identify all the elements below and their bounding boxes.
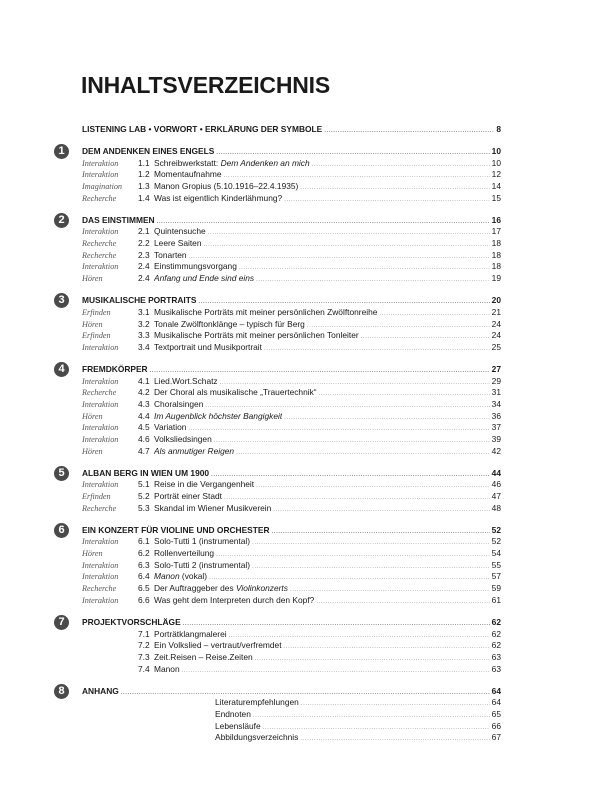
page-number: 21 [491,306,501,317]
toc-entry[interactable] [82,422,501,434]
toc-entry[interactable] [82,548,501,560]
entry-title-part: Was geht dem Interpreten durch den Kopf? [154,594,315,605]
entry-title-part: Lebensläufe [215,720,261,731]
toc-entry[interactable] [82,158,501,170]
page-number: 8 [496,124,501,134]
entry-number: 6.6 [138,594,150,605]
toc-section [58,362,501,458]
page-number: 59 [491,583,501,594]
toc-entry[interactable] [82,250,501,262]
toc-entry[interactable] [82,640,501,652]
entry-title-part: Der Auftraggeber des [154,583,236,594]
page-number: 10 [491,145,501,156]
chapter-number-badge: 5 [54,466,69,481]
page-number: 14 [491,181,501,192]
toc-entry[interactable] [82,307,501,319]
entry-title-part: Reise in die Vergangenheit [154,479,255,490]
entry-title [154,273,254,285]
activity-type-label: Interaktion [82,342,119,352]
entry-title-part: (vokal) [179,571,208,582]
entry-number: 4.6 [138,434,150,444]
toc-entry[interactable] [82,652,501,664]
entry-title [154,536,250,548]
dot-leader [255,654,490,666]
page-number: 62 [491,640,501,651]
dot-leader [301,699,490,711]
entry-number: 4.4 [138,410,150,421]
entry-title [154,583,288,595]
page-number: 20 [491,295,501,306]
entry-number: 4.3 [138,398,150,409]
toc-section [58,615,501,675]
entry-number: 7.2 [138,640,150,651]
toc-entry[interactable] [82,732,501,744]
entry-title-part: Als anmutiger Reigen [154,445,235,456]
entry-title [154,560,250,572]
entry-title-part: Manon [154,663,180,674]
dot-leader [316,597,489,609]
activity-type-label: Interaktion [82,262,119,272]
activity-type-label: Interaktion [82,158,119,168]
entry-title [215,709,251,721]
page-number: 52 [491,536,501,547]
chapter-heading-entry[interactable] [82,364,501,376]
dot-leader [284,413,489,425]
page-number: 62 [491,628,501,639]
activity-type-label: Interaktion [82,537,119,547]
entry-number: 3.3 [138,330,150,341]
page-number: 44 [491,467,501,478]
activity-type-label: Interaktion [82,572,119,582]
entry-title-part: Anfang und Ende sind eins [154,273,255,284]
toc-entry[interactable] [82,411,501,423]
page-number: 65 [491,708,501,719]
entry-title [215,697,299,709]
entry-title [154,571,207,583]
page-number: 48 [491,502,501,513]
page-number: 64 [491,697,501,708]
entry-number: 3.4 [138,341,150,352]
entry-title-part: Tonarten [154,249,187,260]
entry-title-part: Leere Saiten [154,238,202,249]
toc-entry[interactable] [82,387,501,399]
entry-title [154,399,203,411]
chapter-heading-entry[interactable] [82,146,501,158]
entry-number: 6.3 [138,559,150,570]
entry-number: 6.5 [138,583,150,594]
entry-title [154,169,222,181]
page-number: 62 [491,616,501,627]
entry-title [154,652,253,664]
entry-title-part: Manon [154,571,180,582]
dot-leader [300,183,489,195]
chapter-number-badge: 6 [54,523,69,538]
entry-number: 4.1 [138,375,150,386]
dot-leader [188,424,489,436]
entry-title-part: Variation [154,422,187,433]
activity-type-label: Recherche [82,193,117,203]
toc-entry[interactable] [82,595,501,607]
dot-leader [183,619,490,631]
dot-leader [204,240,490,252]
dot-leader [361,332,490,344]
dot-leader [157,217,490,229]
page-number: 17 [491,226,501,237]
chapter-title: FREMDKÖRPER [82,363,148,374]
entry-number: 7.4 [138,663,150,674]
entry-title-part: Zeit.Reisen – Reise.Zeiten [154,651,253,662]
activity-type-label: Interaktion [82,595,119,605]
toc-entry[interactable] [82,446,501,458]
toc-entry[interactable] [82,238,501,250]
entry-number: 3.2 [138,318,150,329]
toc-section [58,684,501,744]
chapter-heading-entry[interactable] [82,686,501,698]
chapter-title: EIN KONZERT FÜR VIOLINE UND ORCHESTER [82,524,270,535]
page-number: 55 [491,559,501,570]
entry-title [154,503,271,515]
activity-type-label: Interaktion [82,170,119,180]
entry-title-part: Volksliedsingen [154,434,212,444]
entry-title-part: Was ist eigentlich Kinderlähmung? [154,192,283,203]
entry-title-part: Dem Andenken an mich [220,157,310,168]
chapter-number-badge: 7 [54,615,69,630]
entry-title [154,193,282,205]
entry-number: 5.1 [138,479,150,490]
toc-section [82,124,501,136]
entry-number: 1.3 [138,181,150,192]
toc-entry[interactable] [82,583,501,595]
activity-type-label: Erfinden [82,307,111,317]
page-number: 19 [491,273,501,284]
entry-number: 2.4 [138,261,150,272]
page-number: 61 [491,594,501,605]
entry-title [154,250,187,262]
activity-type-label: Recherche [82,250,117,260]
entry-number: 1.2 [138,169,150,180]
page-number: 57 [491,571,501,582]
page-number: 18 [491,261,501,272]
page-number: 36 [491,410,501,421]
page-number: 66 [491,720,501,731]
entry-title-part: Textportrait und Musikportrait [154,341,262,352]
page-number: 18 [491,249,501,260]
activity-type-label: Interaktion [82,560,119,570]
entry-title-part: Momentaufnahme [154,169,222,180]
table-of-contents [58,124,501,744]
chapter-heading-entry[interactable] [82,215,501,227]
entry-title-part: Tonale Zwölftonklänge – typisch für Berg [154,318,305,329]
page-number: 12 [491,169,501,180]
entry-number: 2.3 [138,249,150,260]
page-number: 47 [491,491,501,502]
entry-title-part: Porträtklangmalerei [154,628,227,639]
dot-leader [284,642,490,654]
entry-title-part: Literaturempfehlungen [215,697,299,708]
chapter-title: DEM ANDENKEN EINES ENGELS [82,145,215,156]
toc-entry[interactable] [82,571,501,583]
chapter-title: ALBAN BERG IN WIEN UM 1900 [82,467,210,478]
page-number: 63 [491,663,501,674]
page-number: 27 [491,363,501,374]
entry-title-part: Skandal im Wiener Musikverein [154,502,272,513]
page-number: 16 [491,214,501,225]
entry-title [154,158,310,170]
toc-section [58,523,501,607]
chapter-heading-entry[interactable] [82,124,501,136]
entry-title [154,376,218,388]
toc-section [58,466,501,515]
entry-title [154,548,214,560]
entry-title [154,479,254,491]
activity-type-label: Recherche [82,388,117,398]
page-number: 42 [491,445,501,456]
toc-entry[interactable] [82,261,501,273]
toc-entry[interactable] [82,560,501,572]
toc-entry[interactable] [82,629,501,641]
toc-entry[interactable] [82,330,501,342]
toc-section [58,144,501,204]
toc-entry[interactable] [82,721,501,733]
activity-type-label: Interaktion [82,376,119,386]
chapter-number-badge: 8 [54,684,69,699]
entry-title [215,721,261,733]
page-number: 67 [491,732,501,743]
toc-entry[interactable] [82,503,501,515]
dot-leader [284,195,489,207]
entry-title-part: Schreibwerkstatt: [154,157,221,168]
entry-title [154,319,305,331]
dot-leader [256,275,490,287]
activity-type-label: Erfinden [82,492,111,502]
toc-entry[interactable] [82,709,501,721]
activity-type-label: Interaktion [82,423,119,433]
toc-entry[interactable] [82,193,501,205]
entry-title-part: Manon Gropius (5.10.1916–22.4.1935) [154,181,299,192]
entry-title-part: Im Augenblick höchster Bangigkeit [154,410,283,421]
page-number: 34 [491,398,501,409]
page-number: 31 [491,387,501,398]
dot-leader [239,263,490,275]
toc-entry[interactable] [82,226,501,238]
toc-entry[interactable] [82,434,501,446]
page-number: 46 [491,479,501,490]
entry-title-part: Ein Volkslied – vertraut/verfremdet [154,640,282,651]
entry-number: 1.1 [138,157,150,168]
chapter-number-badge: 3 [54,293,69,308]
page-number: 39 [491,434,501,444]
dot-leader [379,309,489,321]
toc-entry[interactable] [82,319,501,331]
entry-title-part: Einstimmungsvorgang [154,261,237,272]
chapter-number-badge: 4 [54,362,69,377]
page-number: 37 [491,422,501,433]
dot-leader [324,126,494,138]
chapter-heading-entry[interactable] [82,525,501,537]
dot-leader [253,711,490,723]
dot-leader [300,734,489,746]
dot-leader [264,344,490,356]
entry-title [154,422,186,434]
dot-leader [252,538,490,550]
page-number: 63 [491,651,501,662]
dot-leader [272,527,490,539]
entry-number: 2.1 [138,226,150,237]
chapter-title: DAS EINSTIMMEN [82,214,155,225]
entry-title-part: Der Choral als musikalische „Trauertechnik“ [154,387,317,398]
dot-leader [256,481,490,493]
page-number: 24 [491,318,501,329]
page-number: 25 [491,341,501,352]
page-number: 52 [491,524,501,535]
chapter-heading-entry[interactable] [82,295,501,307]
activity-type-label: Hören [82,319,103,329]
dot-leader [319,389,490,401]
dot-leader [216,550,490,562]
entry-title-part: Quintensuche [154,226,206,237]
activity-type-label: Hören [82,549,103,559]
activity-type-label: Interaktion [82,399,119,409]
activity-type-label: Recherche [82,584,117,594]
dot-leader [214,436,490,448]
page-number: 15 [491,192,501,203]
page-number: 54 [491,548,501,559]
entry-title-part: Choralsingen [154,398,204,409]
entry-title [154,330,359,342]
toc-entry[interactable] [82,479,501,491]
entry-number: 5.3 [138,502,150,513]
entry-number: 1.4 [138,192,150,203]
page-number: 29 [491,375,501,386]
activity-type-label: Erfinden [82,331,111,341]
toc-section [58,294,501,353]
toc-entry[interactable] [82,181,501,193]
dot-leader [290,585,490,597]
chapter-title: MUSIKALISCHE PORTRAITS [82,295,197,306]
toc-entry[interactable] [82,491,501,503]
dot-leader [182,666,490,678]
page-number: 24 [491,330,501,341]
chapter-title: ANHANG [82,685,119,696]
chapter-number-badge: 2 [54,213,69,228]
chapter-number-badge: 1 [54,144,69,159]
activity-type-label: Recherche [82,239,117,249]
entry-number: 6.2 [138,548,150,559]
toc-section [58,213,501,285]
entry-number: 4.7 [138,445,150,456]
dot-leader [236,448,490,460]
entry-title [154,491,222,503]
entry-title-part: Porträt einer Stadt [154,491,222,502]
toc-entry[interactable] [82,376,501,388]
entry-number: 7.3 [138,651,150,662]
page-title: INHALTSVERZEICHNIS [81,72,330,98]
entry-title [154,411,282,423]
activity-type-label: Recherche [82,503,117,513]
entry-title [154,664,180,676]
dot-leader [312,160,490,172]
activity-type-label: Interaktion [82,435,119,444]
entry-number: 3.1 [138,306,150,317]
page-number: 10 [491,157,501,168]
chapter-title: LISTENING LAB • VORWORT • ERKLÄRUNG DER SYMBOLE [82,124,323,134]
entry-title [154,629,227,641]
activity-type-label: Interaktion [82,227,119,237]
entry-title-part: Abbildungsverzeichnis [215,732,299,743]
entry-title-part: Endnoten [215,708,251,719]
entry-title [154,342,262,354]
dot-leader [121,688,490,700]
entry-title [154,640,282,652]
entry-title [154,261,237,273]
toc-entry[interactable] [82,399,501,411]
activity-type-label: Hören [82,411,103,421]
chapter-title: PROJEKTVORSCHLÄGE [82,616,181,627]
entry-title-part: Lied.Wort.Schatz [154,375,218,386]
dot-leader [273,505,489,517]
activity-type-label: Imagination [82,182,123,192]
entry-number: 2.4 [138,273,150,284]
entry-title-part: Violinkonzerts [235,583,288,594]
toc-entry[interactable] [82,273,501,285]
entry-title [154,226,206,238]
entry-title-part: Solo-Tutti 1 (instrumental) [154,536,251,547]
entry-title [154,307,377,319]
toc-entry[interactable] [82,536,501,548]
entry-title-part: Solo-Tutti 2 (instrumental) [154,559,251,570]
page-number: 64 [491,685,501,696]
entry-title [154,595,314,607]
entry-title [154,446,234,458]
entry-title [154,434,212,446]
entry-number: 5.2 [138,491,150,502]
entry-number: 4.5 [138,422,150,433]
chapter-heading-entry[interactable] [82,468,501,480]
entry-number: 2.2 [138,238,150,249]
entry-number: 6.1 [138,536,150,547]
entry-number: 7.1 [138,628,150,639]
dot-leader [208,228,490,240]
entry-number: 4.2 [138,387,150,398]
entry-title-part: Rollenverteilung [154,548,215,559]
toc-entry[interactable] [82,169,501,181]
entry-title [154,181,298,193]
entry-title-part: Musikalische Porträts mit meiner persönlichen Tonleiter [154,330,359,341]
chapter-heading-entry[interactable] [82,617,501,629]
activity-type-label: Interaktion [82,480,119,490]
activity-type-label: Hören [82,274,103,284]
toc-entry[interactable] [82,342,501,354]
page-number: 18 [491,238,501,249]
dot-leader [252,562,490,574]
activity-type-label: Hören [82,446,103,456]
entry-title-part: Musikalische Porträts mit meiner persönlichen Zwölftonreihe [154,306,378,317]
entry-title [154,387,317,399]
entry-title [215,732,298,744]
entry-title [154,238,202,250]
entry-number: 6.4 [138,571,150,582]
toc-entry[interactable] [82,664,501,676]
